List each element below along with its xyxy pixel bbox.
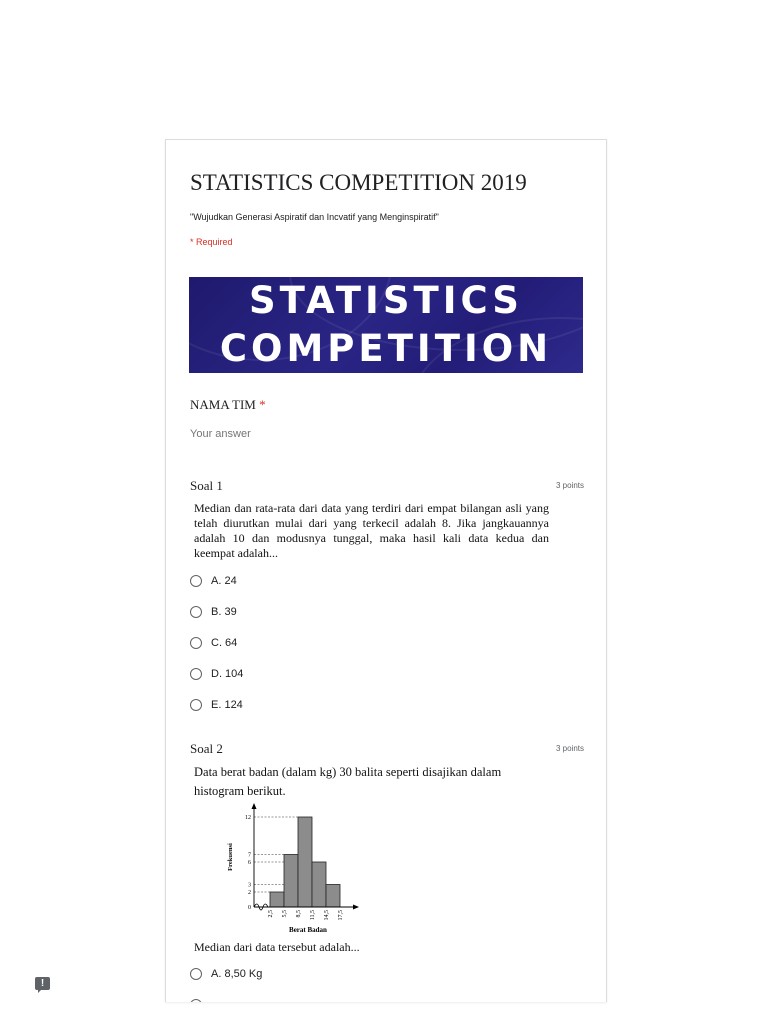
radio-button[interactable] (190, 668, 202, 680)
header-banner-image (189, 277, 583, 373)
required-note: * Required (190, 237, 233, 247)
question-2-points: 3 points (555, 744, 584, 753)
form-card (165, 139, 607, 1002)
x-tick-label: 14,5 (324, 910, 330, 921)
y-tick-label: 7 (248, 852, 251, 859)
x-tick-label: 17,5 (338, 910, 344, 921)
form-title: STATISTICS COMPETITION 2019 (190, 170, 527, 195)
q2-option-a[interactable] (190, 966, 262, 982)
q2-option-b-partial[interactable] (190, 997, 211, 1002)
question-1-text: Median dan rata-rata dari data yang terdiri dari empat bilangan asli yang telah diurutkan mulai dari yang terkecil adalah 8. Jika jangkauannya adalah 10 dan modusnya tunggal, maka hasil kali data kedua dan keempat adalah... (194, 501, 549, 560)
y-axis-title: Frekuensi (227, 843, 234, 871)
radio-button[interactable] (190, 637, 202, 649)
team-name-label: NAMA TIM (190, 397, 256, 412)
radio-button[interactable] (190, 699, 202, 711)
option-label: A. 8,50 Kg (211, 968, 263, 980)
y-tick-label: 12 (245, 815, 251, 821)
histogram-bar (270, 892, 284, 907)
x-tick-label: 8,5 (296, 910, 302, 918)
y-tick-label: 6 (248, 860, 251, 866)
x-tick-label: 2,5 (268, 910, 274, 918)
option-label: E. 124 (211, 699, 243, 711)
required-star: * (259, 397, 266, 412)
x-tick-label: 5,5 (282, 910, 288, 918)
y-tick-label: 0 (248, 905, 251, 911)
banner-line-1: STATISTICS (249, 279, 523, 322)
y-tick-label: 3 (248, 882, 251, 889)
team-name-question (190, 397, 266, 413)
option-label: B. 39 (211, 606, 237, 618)
team-name-input[interactable] (190, 428, 380, 440)
question-1-points: 3 points (555, 481, 584, 490)
q1-option-d[interactable] (190, 666, 243, 682)
radio-button[interactable] (190, 606, 202, 618)
histogram-chart (224, 802, 364, 936)
q1-option-b[interactable] (190, 604, 237, 620)
y-tick-label: 2 (248, 890, 251, 896)
radio-button[interactable] (190, 999, 202, 1002)
histogram-bar (312, 862, 326, 907)
y-axis-arrow (252, 803, 257, 809)
q1-option-e[interactable] (190, 697, 243, 713)
radio-button[interactable] (190, 575, 202, 587)
option-label: D. 104 (211, 668, 244, 680)
q1-option-a[interactable] (190, 573, 237, 589)
banner-line-2: COMPETITION (219, 327, 553, 370)
x-axis-arrow (353, 905, 359, 910)
question-1-title: Soal 1 (190, 478, 223, 493)
question-2-text: Data berat badan (dalam kg) 30 balita seperti disajikan dalam histogram berikut. (194, 765, 502, 798)
radio-button[interactable] (190, 968, 202, 980)
question-2-title: Soal 2 (190, 741, 223, 756)
histogram-bar (284, 855, 298, 908)
q1-option-c[interactable] (190, 635, 237, 651)
option-label: A. 24 (211, 575, 237, 587)
feedback-icon[interactable]: ! (35, 977, 50, 990)
option-label: C. 64 (211, 637, 238, 649)
x-tick-label: 11,5 (310, 910, 316, 921)
form-description: "Wujudkan Generasi Aspiratif dan Incvatif yang Menginspiratif" (190, 212, 439, 222)
question-2-caption: Median dari data tersebut adalah... (194, 940, 360, 954)
histogram-bar (326, 885, 340, 908)
histogram-bar (298, 817, 312, 907)
x-axis-title: Berat Badan (289, 926, 327, 934)
